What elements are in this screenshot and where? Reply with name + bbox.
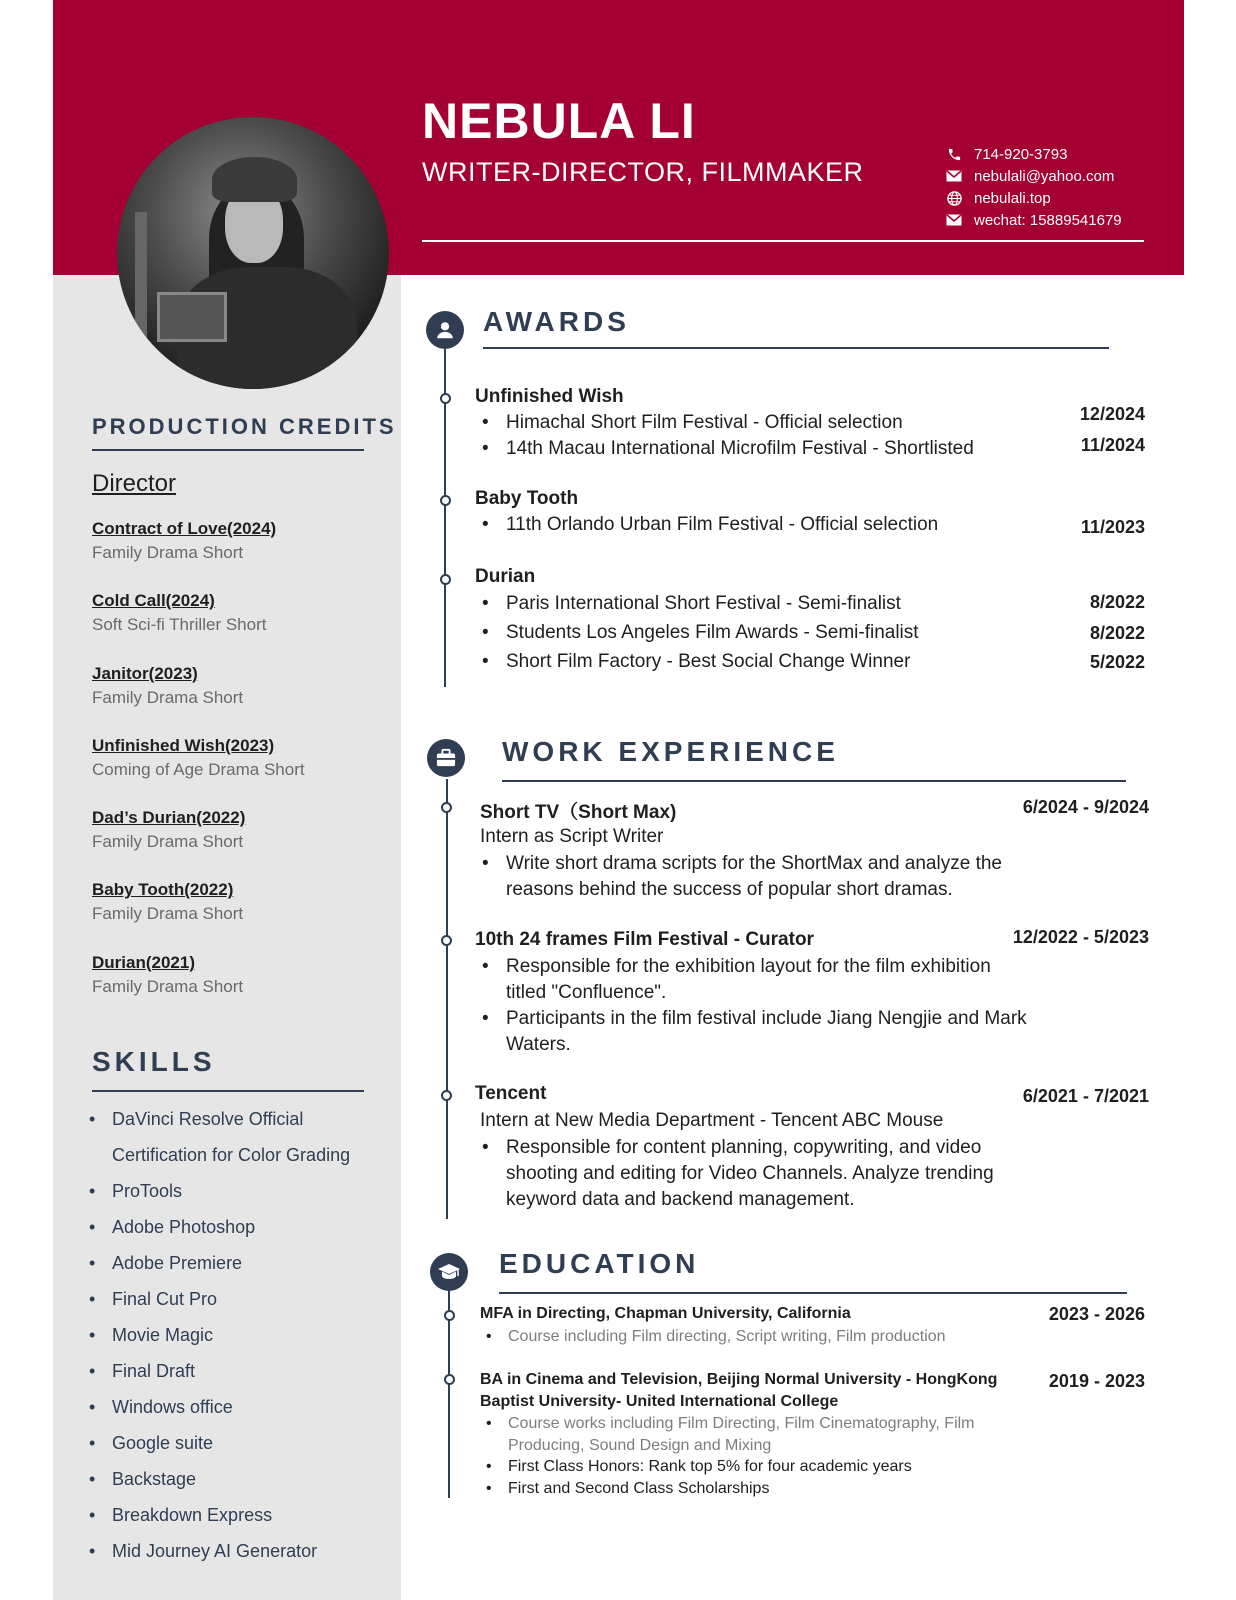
job-date: 6/2021 - 7/2021 [1022, 1086, 1149, 1106]
award-date: 11/2024 [1080, 435, 1145, 455]
credit-item [92, 662, 362, 734]
website-text: nebulali.top [974, 189, 1051, 207]
credit-item [92, 806, 362, 878]
job-subtitle: Intern at New Media Department - Tencent ABC Mouse [480, 1110, 944, 1131]
award-date: 5/2022 [1089, 652, 1145, 672]
job-bullet: • Participants in the film festival include Jiang Nengjie and Mark Waters. [475, 1006, 1027, 1058]
timeline-node [440, 393, 451, 404]
education-title: MFA in Directing, Chapman University, California [480, 1305, 851, 1322]
credit-title[interactable]: Baby Tooth(2022) [92, 880, 234, 900]
credit-title[interactable]: Cold Call(2024) [92, 591, 215, 611]
job-subtitle: Intern as Script Writer [480, 826, 664, 847]
education-bullet: • First Class Honors: Rank top 5% for four academic years [479, 1456, 912, 1478]
phone-icon [945, 146, 963, 162]
credit-genre: Family Drama Short [92, 904, 244, 924]
education-title: BA in Cinema and Television, Beijing Normal University - HongKong Baptist University- United International College [480, 1371, 998, 1410]
timeline-node [441, 1090, 452, 1101]
award-group-title: Unfinished Wish [475, 386, 624, 407]
job-bullet: • Write short drama scripts for the ShortMax and analyze the reasons behind the success of popular short dramas. [475, 851, 1002, 903]
education-bullet: • Course works including Film Directing, Film Cinematography, Film Producing, Sound Design and Mixing [479, 1413, 975, 1457]
credit-title[interactable]: Durian(2021) [92, 952, 195, 972]
envelope-icon [945, 212, 963, 228]
job-bullet: • Responsible for content planning, copywriting, and video shooting and editing for Video Channels. Analyze trending keyword data and backend management. [475, 1135, 994, 1213]
skill-item: • Breakdown Express [92, 1497, 362, 1533]
timeline-node [444, 1310, 455, 1321]
header-divider [422, 240, 1144, 242]
timeline-node [440, 574, 451, 585]
work-divider [502, 780, 1126, 782]
education-date: 2023 - 2026 [1048, 1304, 1145, 1324]
contact-email[interactable] [945, 165, 1122, 187]
credit-genre: Family Drama Short [92, 687, 244, 707]
skill-item: • Backstage [92, 1461, 362, 1497]
education-timeline [448, 1290, 450, 1498]
education-heading: EDUCATION [499, 1248, 700, 1279]
awards-heading: AWARDS [483, 306, 630, 337]
skill-item: • ProTools [92, 1173, 362, 1209]
timeline-node [441, 802, 452, 813]
wechat-text: wechat: 15889541679 [974, 211, 1122, 229]
credit-title[interactable]: Janitor(2023) [92, 663, 198, 683]
contact-phone[interactable] [945, 143, 1122, 165]
award-group-title: Durian [475, 566, 536, 587]
timeline-node [441, 935, 452, 946]
credit-title[interactable]: Contract of Love(2024) [92, 519, 277, 538]
credits-divider [92, 449, 364, 451]
skill-item: • Final Draft [92, 1353, 362, 1389]
award-item: • Himachal Short Film Festival - Official selection [475, 410, 903, 436]
credit-item [92, 878, 362, 950]
credit-title[interactable]: Dad’s Durian(2022) [92, 808, 246, 828]
work-timeline [446, 779, 448, 1219]
candidate-role: WRITER-DIRECTOR, FILMMAKER [422, 157, 864, 187]
award-item: • Paris International Short Festival - Semi-finalist [475, 591, 901, 617]
job-title: Short TV（Short Max) [480, 802, 677, 823]
credit-title[interactable]: Unfinished Wish(2023) [92, 735, 275, 755]
credits-list [92, 517, 362, 1023]
credit-item [92, 734, 362, 806]
award-item: • Students Los Angeles Film Awards - Semi-finalist [475, 620, 919, 646]
award-item: • Short Film Factory - Best Social Change Winner [475, 649, 910, 675]
user-icon [426, 311, 464, 349]
skill-item: • Mid Journey AI Generator [92, 1533, 362, 1569]
contact-block [945, 143, 1122, 231]
job-title: 10th 24 frames Film Festival - Curator [475, 929, 814, 950]
education-bullet: • First and Second Class Scholarships [479, 1478, 769, 1500]
credit-item [92, 589, 362, 661]
award-date: 11/2023 [1080, 517, 1145, 537]
awards-divider [483, 347, 1109, 349]
credit-genre: Family Drama Short [92, 832, 244, 852]
graduation-cap-icon [430, 1253, 468, 1291]
education-bullet: • Course including Film directing, Script writing, Film production [479, 1326, 946, 1348]
production-credits-heading: PRODUCTION CREDITS [92, 414, 397, 439]
credit-genre: Soft Sci-fi Thriller Short [92, 615, 267, 635]
work-heading: WORK EXPERIENCE [502, 736, 839, 767]
education-date: 2019 - 2023 [1048, 1371, 1145, 1391]
credit-item [92, 517, 362, 589]
education-divider [499, 1292, 1127, 1294]
skills-heading: SKILLS [92, 1046, 216, 1077]
phone-text: 714-920-3793 [974, 145, 1068, 163]
credit-genre: Family Drama Short [92, 543, 244, 562]
briefcase-icon [427, 739, 465, 777]
award-item: • 14th Macau International Microfilm Festival - Shortlisted [475, 436, 974, 462]
contact-wechat [945, 209, 1122, 231]
job-date: 12/2022 - 5/2023 [1012, 927, 1149, 947]
award-item: • 11th Orlando Urban Film Festival - Official selection [475, 512, 938, 538]
contact-website[interactable] [945, 187, 1122, 209]
candidate-name: NEBULA LI [422, 93, 696, 149]
timeline-node [440, 495, 451, 506]
timeline-node [444, 1374, 455, 1385]
skills-list [92, 1101, 362, 1569]
skill-item: • Adobe Premiere [92, 1245, 362, 1281]
skill-item: • Google suite [92, 1425, 362, 1461]
globe-icon [945, 190, 963, 206]
credit-item [92, 951, 362, 1023]
award-date: 8/2022 [1089, 592, 1145, 612]
credit-genre: Coming of Age Drama Short [92, 759, 305, 779]
award-group-title: Baby Tooth [475, 488, 579, 509]
skills-divider [92, 1090, 364, 1092]
skill-item: • Adobe Photoshop [92, 1209, 362, 1245]
director-label: Director [92, 470, 177, 497]
skill-item: • Movie Magic [92, 1317, 362, 1353]
skill-item: • Final Cut Pro [92, 1281, 362, 1317]
skill-item: • DaVinci Resolve Official Certification for Color Grading [92, 1101, 362, 1173]
profile-photo [117, 117, 389, 389]
award-date: 12/2024 [1079, 404, 1145, 424]
credit-genre: Family Drama Short [92, 976, 244, 996]
job-title: Tencent [475, 1083, 547, 1104]
email-text: nebulali@yahoo.com [974, 167, 1115, 185]
award-date: 8/2022 [1089, 623, 1145, 643]
skill-item: • Windows office [92, 1389, 362, 1425]
envelope-icon [945, 168, 963, 184]
job-bullet: • Responsible for the exhibition layout for the film exhibition titled "Confluence". [475, 954, 991, 1006]
job-date: 6/2024 - 9/2024 [1022, 797, 1149, 817]
